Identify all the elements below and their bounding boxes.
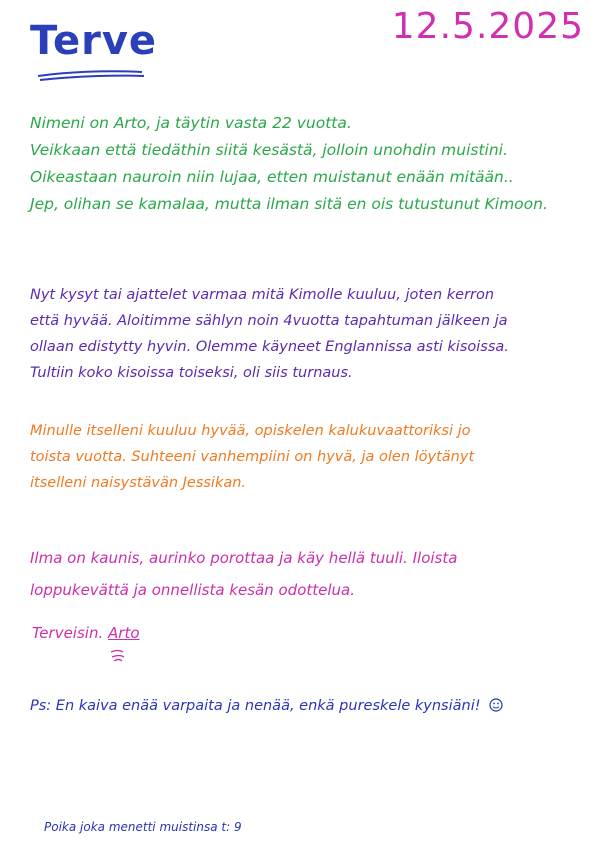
signature-squiggle [108, 648, 128, 664]
letter-title: Terve [30, 18, 158, 64]
text-line: itselleni naisystävän Jessikan. [30, 475, 247, 491]
text-line: Tultiin koko kisoissa toiseksi, oli siis turnaus. [30, 365, 353, 381]
letter-date: 12.5.2025 [391, 6, 584, 47]
postscript [30, 698, 503, 714]
postscript-text: Ps: En kaiva enää varpaita ja nenää, enkä pureskele kynsiäni! [30, 698, 481, 714]
paragraph-intro [30, 110, 580, 218]
title-underline [36, 66, 146, 82]
text-line: että hyvää. Aloitimme sählyn noin 4vuotta tapahtuman jälkeen ja [30, 313, 508, 329]
text-line: loppukevättä ja onnellista kesän odottelua. [30, 581, 356, 599]
closing [32, 624, 140, 642]
text-line: Oikeastaan nauroin niin lujaa, etten muistanut enään mitään.. [30, 168, 514, 186]
text-line: Veikkaan että tiedäthin siitä kesästä, jolloin unohdin muistini. [30, 141, 508, 159]
closing-text: Terveisin. [32, 624, 104, 642]
text-line: Nyt kysyt tai ajattelet varmaa mitä Kimolle kuuluu, joten kerron [30, 287, 495, 303]
paragraph-kimo [30, 282, 580, 386]
footer-note: Poika joka menetti muistinsa t: 9 [44, 820, 242, 834]
paragraph-self [30, 418, 580, 496]
signature-name: Arto [108, 624, 140, 642]
text-line: ollaan edistytty hyvin. Olemme käyneet Englannissa asti kisoissa. [30, 339, 509, 355]
text-line: Ilma on kaunis, aurinko porottaa ja käy hellä tuuli. Iloista [30, 549, 458, 567]
text-line: Minulle itselleni kuuluu hyvää, opiskelen kalukuvaattoriksi jo [30, 423, 471, 439]
text-line: toista vuotta. Suhteeni vanhempiini on hyvä, ja olen löytänyt [30, 449, 475, 465]
text-line: Jep, olihan se kamalaa, mutta ilman sitä en ois tutustunut Kimoon. [30, 195, 548, 213]
text-line: Nimeni on Arto, ja täytin vasta 22 vuotta. [30, 114, 352, 132]
smiley-icon [489, 698, 503, 712]
paragraph-weather [30, 542, 580, 606]
